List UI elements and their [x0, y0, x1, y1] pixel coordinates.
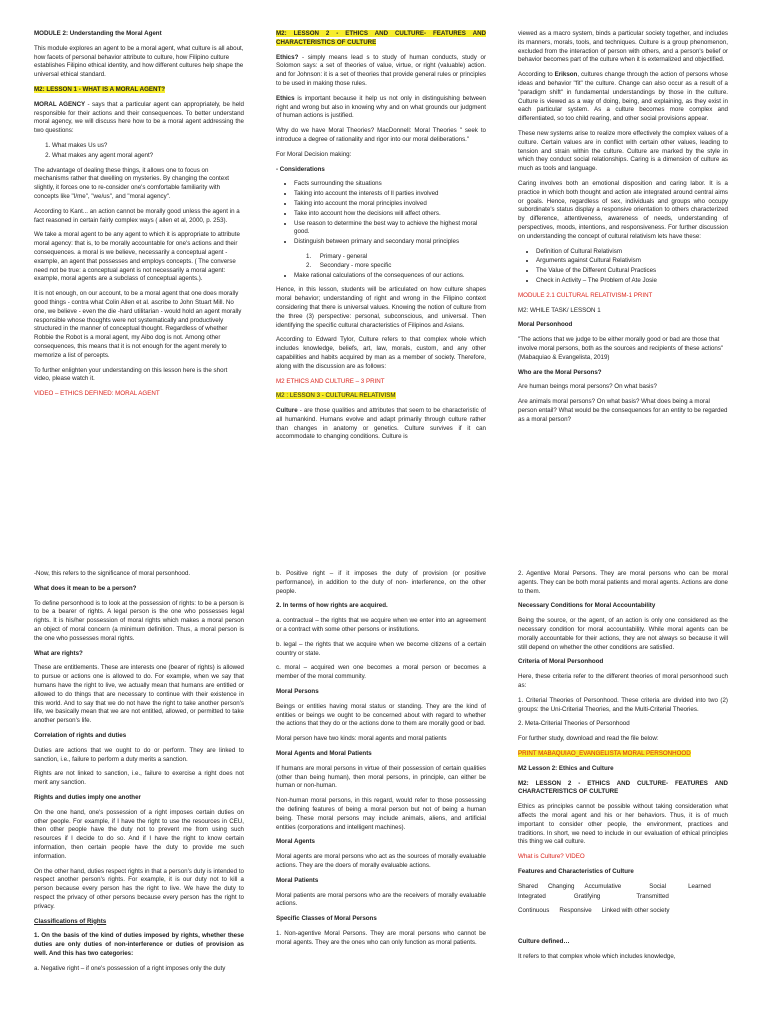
heading-moral-agents: Moral Agents	[276, 838, 315, 846]
heading-agents-patients: Moral Agents and Moral Patients	[276, 749, 372, 757]
paragraph-agentive: 2. Agentive Moral Persons. They are moral persons who can be moral agents. They can be both moral patients and moral agents. Actions are done to them.	[518, 570, 728, 595]
column-2	[276, 30, 486, 550]
paragraph-not-linked: Rights are not linked to sanction, i.e., failure to exercise a right does not merit any sanction.	[34, 770, 244, 787]
print-link-relativism[interactable]: MODULE 2.1 CULTURAL RELATIVISM-1 PRINT	[518, 291, 653, 299]
ethics-important-paragraph	[276, 95, 486, 121]
feature-word: Shared	[518, 882, 538, 890]
feature-word: Responsive	[559, 907, 592, 915]
paragraph-person: To define personhood is to look at the possession of rights: to be a person is to be a bearer of rights. A legal person is the one who possesses legal rights. It is his/her possession of moral rights which makes a moral person an object of moral concern (a minimum definition. Thus, a moral person is the one who possesses moral rights.	[34, 599, 244, 642]
heading-rights: What are rights?	[34, 649, 83, 657]
question-1: 1. What makes Us us?	[52, 142, 244, 151]
print-link-ethics-culture[interactable]: M2 ETHICS AND CULTURE – 3 PRINT	[276, 377, 385, 385]
consideration-item: • Facts surrounding the situations	[294, 180, 486, 189]
ethics-important-text: is important because it help us not only in distinguishing between right and wrong but also in knowing why and on what grounds our judgment of human actions is justified.	[276, 94, 486, 120]
paragraph-caring: Caring involves both an emotional disposition and caring labor. It is a practice in which both thought and action ate integrated around central aims or goals. Hence, regardless of sex, individuals and groups who occupy subordinate's status display a responsive orientation to others characterized by difference, attentiveness, awareness of needs, understanding of perspectives, moods, intentions, and responsiveness. For further discussion on understanding the concept of cultural relativism lets have these:	[518, 179, 728, 240]
relativism-topic: • Check in Activity – The Problem of Ate Josie	[536, 277, 728, 286]
moral-personhood-quote: "The actions that we judge to be either morally good or bad are those that involve moral persons, both as the sources and recipients of these actions" (Mabaquiao & Evangelista, 2019)	[518, 336, 724, 361]
culture-text: - are those qualities and attributes that seem to be characteristic of all humankind. Humans evolve and adapt primarily through culture rather than changes in anatomy or genetics. Culture survives if it can accommodate to changing conditions. Culture is	[276, 407, 486, 441]
paragraph-positive-right: b. Positive right – if it imposes the duty of provision (or positive performance), in addition to the duty of non- interference, on the other people.	[276, 570, 486, 595]
column-3	[518, 30, 728, 550]
feature-word: Linked with other society	[601, 907, 670, 915]
feature-word: Gratifying	[573, 892, 601, 900]
moral-agency-text: - says that a particular agent can appropriately, be held responsible for their actions and their consequences. To better understand moral agency, we will discuss here how to be a moral agent addressing the two questions:	[34, 100, 244, 135]
why-moral-theories: Why do we have Moral Theories? MacDonnell: Moral Theories " seek to introduce a degree of rationality and rigor into our moral deliberations."	[276, 127, 486, 143]
feature-word: Transmitted	[636, 892, 669, 900]
moral-agency-term: MORAL AGENCY	[34, 100, 86, 108]
heading-moral-persons: Moral Persons	[276, 687, 319, 695]
ethics-term-2: Ethics	[276, 94, 295, 102]
consideration-item: • Distinguish between primary and secondary moral principles	[294, 238, 486, 247]
feature-word: Continuous	[518, 907, 550, 915]
considerations-label: - Considerations	[276, 165, 325, 173]
heading-classifications: Classifications of Rights	[34, 917, 107, 925]
paragraph-imply: On the one hand, one's possession of a right imposes certain duties on other people. For example, if I have the right to use the resources in CEU, then other people have the duty not to prevent me from using such resources if I decide to do so. And if I have the right to know certain information, then certain people have the duty to provide me such information.	[34, 808, 244, 860]
lesson2-heading-repeat: M2: LESSON 2 - ETHICS AND CULTURE- FEATURES AND CHARACTERISTICS OF CULTURE	[518, 779, 728, 796]
moral-agency-paragraph	[34, 101, 244, 136]
heading-culture-defined: Culture defined…	[518, 938, 570, 946]
heading-specific-classes: Specific Classes of Moral Persons	[276, 915, 377, 923]
module-intro: This module explores an agent to be a moral agent, what culture is all about, how facets of personal behavior attribute to culture, how Filipino culture establishes Filipino ethical identity, and how different cultures help shape the universal ethical standard.	[34, 44, 244, 79]
erikson-prefix: According to	[518, 71, 555, 79]
question-2: 2. What makes any agent moral agent?	[52, 152, 244, 161]
paragraph-rights: These are entitlements. These are interests one (bearer of rights) is allowed to pursue or actions one is allowed to do. For example, when we say that humans have the right to live, we actually mean that humans are entitled or allowed to do things that are necessary to continue with their existence in this world. And to say that we do not have the right to take another person's life, we basically mean that we are not entitled, allowed, or permitted to take another person's life.	[34, 664, 244, 725]
paragraph-criteria: Here, these criteria refer to the different theories of moral personhood such as:	[518, 673, 728, 689]
lesson2-heading: M2: LESSON 2 - ETHICS AND CULTURE- FEATURES AND CHARACTERISTICS OF CULTURE	[276, 30, 486, 46]
paragraph-ethics-principles: Ethics as principles cannot be possible without taking consideration what affects the moral agent and his or her behaviors. Thus, it is of much important to consider other people, the environment, practices and traditions. In short, we need to include in our evaluation of ethical principles this thing we call culture.	[518, 803, 728, 846]
culture-paragraph	[276, 407, 486, 442]
heading-features: Features and Characteristics of Culture	[518, 867, 634, 875]
paragraph-contractual: a. contractual – the rights that we acquire when we enter into an agreement or a contract with some other persons or institutions.	[276, 617, 486, 633]
heading-criteria: Criteria of Moral Personhood	[518, 658, 604, 666]
sub-secondary: 2. Secondary - more specific	[306, 261, 392, 269]
paragraph-further-study: For further study, download and read the file below:	[518, 735, 659, 743]
consideration-item: • Taking into account the moral principles involved	[294, 200, 486, 209]
consideration-item: • Taking into account the interests of ll parties involved	[294, 190, 486, 199]
feature-word: Integrated	[518, 892, 546, 900]
ethics-paragraph	[276, 54, 486, 89]
column-6	[518, 570, 728, 1024]
video-link-culture[interactable]: What is Culture? VIDEO	[518, 853, 585, 861]
considerations-list-end	[276, 272, 486, 281]
module-title: MODULE 2: Understanding the Moral Agent	[34, 30, 162, 37]
who-moral-persons-heading: Who are the Moral Persons?	[518, 368, 602, 376]
question-animals: Are animals moral persons? On what basis? What does being a moral person entail? What would be the consequences for an entity to be regarded as a moral person?	[518, 398, 728, 423]
question-list	[34, 142, 244, 161]
video-link-moral-agent[interactable]: VIDEO – ETHICS DEFINED: MORAL AGENT	[34, 390, 160, 398]
culture-term: Culture	[276, 407, 298, 415]
relativism-topic: • The Value of the Different Cultural Practices	[536, 267, 728, 276]
considerations-list	[276, 180, 486, 247]
heading-person: What does it mean to be a person?	[34, 584, 137, 592]
features-row-1	[518, 883, 728, 892]
heading-imply: Rights and duties imply one another	[34, 793, 141, 801]
relativism-topic: • Definition of Cultural Relativism	[536, 248, 728, 257]
paragraph-significance: -Now, this refers to the significance of moral personhood.	[34, 570, 191, 577]
lesson1-heading: M2: LESSON 1 - WHAT IS A MORAL AGENT?	[34, 85, 166, 93]
moral-personhood-heading: Moral Personhood	[518, 321, 573, 329]
column-1	[34, 30, 244, 550]
paragraph-enlighten: To further enlighten your understanding on this lesson here is the short video, please watch it.	[34, 366, 228, 383]
paragraph-legal: b. legal – the rights that we acquire when we become citizens of a certain country or state.	[276, 640, 486, 657]
paragraph-tylor: According to Edward Tylor, Culture refers to that complex whole which includes knowledge, beliefs, art, law, morals, custom, and any other capabilities and habits acquired by man as a member of society. Therefore, along with the discussion are as follows:	[276, 336, 486, 370]
erikson-text: , cultures change through the action of persons whose ideas and behavior "fit" the culture. Change can also occur as a result of a "paradigm shift" in fundamental understandings by those in the culture. Culture is viewed as a way of doing, being, and explaining, as they exist in each particular system. As a culture becomes more complex and differentiated, so too child rearing, and other social provisions appear.	[518, 71, 728, 123]
paragraph-macro-system: viewed as a macro system, binds a particular society together, and includes its manners, morals, tools, and techniques. Culture is a group phenomenon, excluded from the interaction of person with others, and a person's belief or behavior becomes part of the culture when it is externalized and objectified.	[518, 30, 728, 64]
paragraph-non-human: Non-human moral persons, in this regard, would refer to those possessing the defining features of being a moral person but not of being a human being. These moral persons may include animals, aliens, and artificial entities (corporations and intelligent machines).	[276, 797, 486, 831]
heading-lesson2-ethics-culture: M2 Lesson 2: Ethics and Culture	[518, 764, 614, 772]
paragraph-moral-persons: Beings or entities having moral status or standing. They are the kind of entities or beings we ought to be concerned about with regard to whether the actions that they do or the actions done to them are morally good or bad.	[276, 702, 486, 728]
ethics-term: Ethics?	[276, 53, 299, 61]
question-human: Are human beings moral persons? On what basis?	[518, 383, 657, 391]
erikson-name: Erikson	[554, 71, 578, 79]
sub-primary: 1. Primary - general	[306, 252, 368, 260]
heading-correlation: Correlation of rights and duties	[34, 731, 127, 739]
paragraph-basis: 1. On the basis of the kind of duties imposed by rights, whether these duties are only duties of non-interference or duties of provision as well. And this has two categories:	[34, 932, 244, 957]
features-row-2	[518, 893, 728, 902]
lesson3-heading: M2 : LESSON 3 - CULTURAL RELATIVISM	[276, 392, 396, 400]
consideration-item: • Make rational calculations of the consequences of our actions.	[294, 272, 486, 281]
paragraph-hence: Hence, in this lesson, students will be articulated on how culture shapes moral behavior; understanding of right and wrong in the Filipino context considering that there is universal values. Knowing the notion of culture from the three (3) perspective: personal, subconscious, and universal. Then identifying the specific cultural characteristics of Filipinos and Asians.	[276, 286, 486, 329]
paragraph-new-systems: These new systems arise to realize more effectively the complex values of a culture. Certain values are in conflict with certain other values, leading to tension and strain within the culture. Culture are marked by the style in which they conduct social relationships. Caring is a dimension of culture as much as tools and language.	[518, 129, 728, 173]
consideration-item: • Take into account how the decisions will affect others.	[294, 210, 486, 219]
top-half	[0, 30, 768, 550]
paragraph-culture-defined: It refers to that complex whole which includes knowledge,	[518, 952, 676, 960]
feature-word: Accumulative	[584, 882, 622, 890]
while-task-label: M2: WHILE TASK/ LESSON 1	[518, 306, 601, 314]
paragraph-two-kinds: Moral person have two kinds: moral agents and moral patients	[276, 735, 447, 743]
paragraph-correlation: Duties are actions that we ought to do or perform. They are linked to sanction, i.e., failure to perform a duty merits a sanction.	[34, 746, 244, 763]
paragraph-erikson	[518, 71, 728, 124]
paragraph-advantage: The advantage of dealing these things, it allows one to focus on mechanisms rather that dwelling on mysteries. By changing the context slightly, it forces one to re-consider one's comfortable familiarity with concepts like "I/me", "we/us", and "moral agency".	[34, 166, 230, 200]
relativism-topics	[518, 248, 728, 286]
feature-word: Learned	[688, 882, 711, 890]
ethics-text: - simply means lead s to study of human conducts, study or Solomon says: a set of theories of value, virtue, or right (valuable) action. and for Johnson: it is a set of theories that provide general rules or principles to be used in making those rules.	[276, 53, 486, 87]
paragraph-moral-patients: Moral patients are moral persons who are the receivers of morally evaluable actions.	[276, 891, 486, 908]
paragraph-non-agentive: 1. Non-agentive Moral Persons. They are moral persons who cannot be moral agents. They are the ones who can only function as moral patients.	[276, 929, 486, 946]
paragraph-negative-right: a. Negative right – if one's possession of a right imposes only the duty	[34, 964, 226, 972]
paragraph-other-hand: On the other hand, duties respect rights in that a person's duty is intended to respect another person's rights. For example, it is our duty not to kill a person because every person has the right to live. We have the duty to respect the privacy of other persons because every person has the right to privacy.	[34, 867, 244, 910]
paragraph-moral: c. moral – acquired wen one becomes a moral person or becomes a member of the moral community.	[276, 664, 486, 681]
features-row-3	[518, 907, 728, 916]
heading-moral-patients: Moral Patients	[276, 876, 319, 884]
bottom-half	[0, 570, 768, 1024]
heading-necessary-conditions: Necessary Conditions for Moral Accountability	[518, 602, 656, 610]
paragraph-necessary-conditions: Being the source, or the agent, of an action is only one considered as the necessary condition for moral accountability. While moral agents can be morally accountable for their actions, they are not always so because it will still depend on whether the other conditions are satisfied.	[518, 617, 728, 651]
paragraph-meta-criterial: 2. Meta-Criterial Theories of Personhood	[518, 720, 630, 728]
column-5	[276, 570, 486, 1024]
feature-word: Social	[649, 882, 667, 890]
relativism-topic: • Arguments against Cultural Relativism	[536, 257, 728, 266]
print-link-personhood[interactable]: PRINT MABAQUIAO_EVANGELISTA MORAL PERSONHOOD	[518, 749, 691, 757]
paragraph-moral-agent: We take a moral agent to be any agent to which it is appropriate to attribute moral agency: that is, to be morally accountable for one's actions and their consequences. a moral is we believe, necessarily a conceptual agent - example, an agent that possesses and employs concepts. ( The converse need not be true: a conceptual agent is not necessarily a moral agent: example, moral agents are a subclass of conceptual agents.).	[34, 231, 240, 283]
paragraph-moral-agents: Moral agents are moral persons who act as the sources of morally evaluable actions. They are the doers of morally evaluable actions.	[276, 853, 486, 869]
consideration-item: • Use reason to determine the best way to achieve the highest moral good.	[294, 220, 486, 238]
for-moral-decision: For Moral Decision making:	[276, 150, 352, 158]
feature-word: Changing	[547, 882, 575, 890]
paragraph-agents-patients: If humans are moral persons in virtue of their possession of certain qualities (other than being human), then moral persons, in principle, can either be human or non-human.	[276, 764, 486, 790]
paragraph-criterial-theories: 1. Criterial Theories of Personhood. These criteria are divided into two (2) groups: the Uni-Criterial Theories, and the Multi-Criterial Theories.	[518, 696, 728, 713]
paragraph-not-enough: It is not enough, on our account, to be a moral agent that one does morally good things - contra what Colin Allen et al. ascribe to John Stuart Mill. No one, we believe - even the die -hard utilitarian - would hold an agent morally responsible whose thoughts were not systematically and productively structured in the manner of conceptual thought. Regardless of whether Robbie the Robot is a moral agent, my Aibo dog is not. Among other consequences, this means that it is not enough for the agent merely to memorize a list of percepts.	[34, 290, 242, 359]
column-4	[34, 570, 244, 1024]
heading-acquired: 2. In terms of how rights are acquired.	[276, 602, 388, 610]
paragraph-kant: According to Kant... an action cannot be morally good unless the agent in a fact reasoned in certain fairly complex ways ( allen et al, 2000, p. 253).	[34, 207, 240, 224]
